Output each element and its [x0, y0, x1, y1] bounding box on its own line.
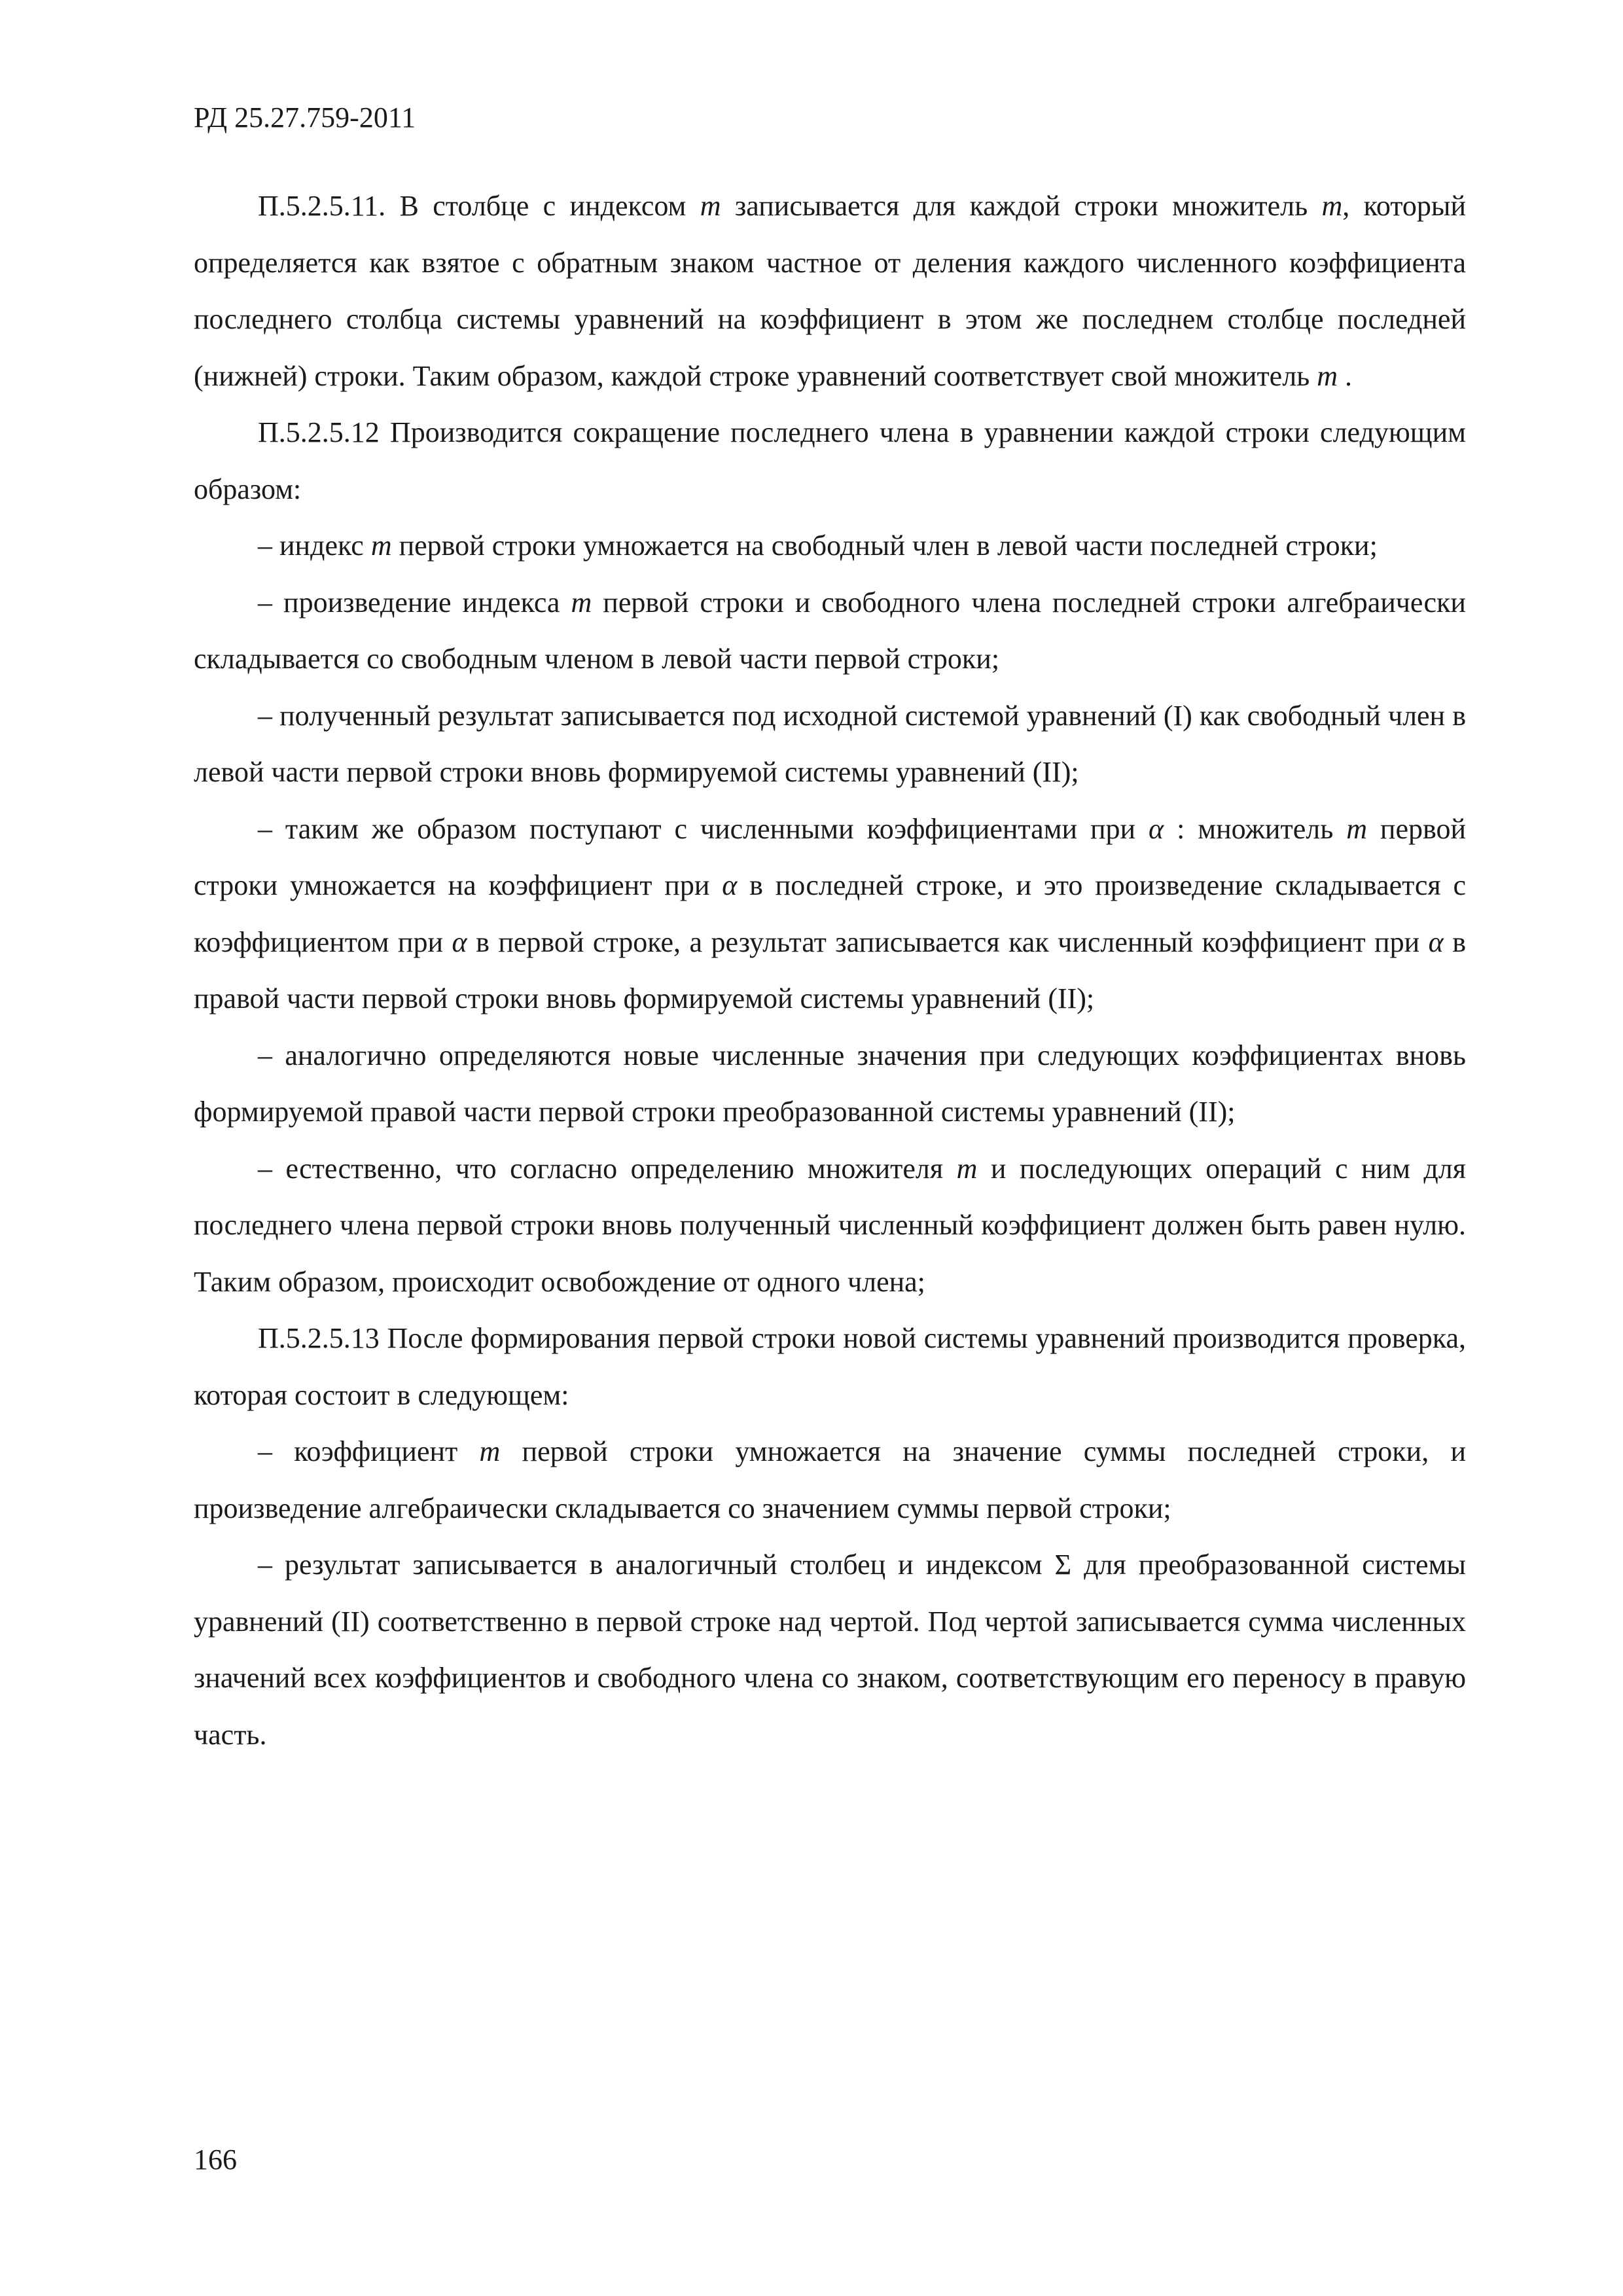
paragraph-text: – результат записывается в аналогичный столбец и индексом — [258, 1549, 1055, 1581]
paragraph-text: в первой строке, а результат записывается как численный коэффициент при — [467, 925, 1429, 958]
paragraph-text: – естественно, что согласно определению множителя — [258, 1152, 957, 1185]
paragraph — [194, 518, 1466, 575]
paragraph-text: первой строки умножается на коэффициент при — [194, 812, 1466, 901]
math-symbol-alpha: α — [722, 869, 738, 901]
page-number: 166 — [194, 2144, 237, 2176]
paragraph-text: – произведение индекса — [258, 586, 571, 619]
math-symbol-m: m — [1321, 190, 1343, 222]
paragraph-text: в правой части первой строки вновь формируемой системы уравнений (II); — [194, 925, 1466, 1014]
math-symbol-m: m — [1346, 812, 1367, 845]
paragraph-text: – полученный результат записывается под исходной системой уравнений (I) как свободный член в левой части первой строки вновь формируемой системы уравнений (II); — [194, 699, 1466, 788]
paragraph — [194, 1424, 1466, 1537]
paragraph — [194, 1310, 1466, 1424]
paragraph-text: – коэффициент — [258, 1435, 480, 1467]
paragraph — [194, 404, 1466, 518]
paragraph — [194, 1537, 1466, 1763]
math-symbol-m: m — [571, 586, 592, 619]
paragraph-text: – таким же образом поступают с численными коэффициентами при — [258, 812, 1149, 845]
math-symbol-alpha: α — [1428, 925, 1444, 958]
paragraph — [194, 688, 1466, 801]
paragraph-text: для преобразованной системы уравнений (II) соответственно в первой строке над чертой. Под чертой записывается сумма численных значений всех коэффициентов и свободного члена со знаком, соответствующим его переносу в правую часть. — [194, 1549, 1466, 1751]
math-symbol-m: m — [479, 1435, 501, 1467]
paragraph — [194, 1028, 1466, 1141]
paragraph-text: П.5.2.5.12 Производится сокращение последнего члена в уравнении каждой строки следующим образом: — [194, 416, 1466, 505]
math-symbol-m: m — [956, 1152, 978, 1185]
paragraph — [194, 575, 1466, 688]
paragraph-text: . — [1338, 359, 1353, 392]
paragraph-text: записывается для каждой строки множитель — [721, 190, 1322, 222]
paragraph-text: П.5.2.5.11. В столбце с индексом — [258, 190, 700, 222]
math-symbol-m: m — [370, 529, 392, 562]
paragraph-text: – индекс — [258, 529, 371, 562]
paragraph — [194, 178, 1466, 404]
paragraph-text: : множитель — [1164, 812, 1347, 845]
paragraph-text: в последней строке, и это произведение складывается с коэффициентом при — [194, 869, 1467, 958]
paragraph-text: , который определяется как взятое с обратным знаком частное от деления каждого численного коэффициента последнего столбца системы уравнений на коэффициент в этом же последнем столбце последней (нижней) строки. Таким образом, каждой строке уравнений соответствует свой множитель — [194, 190, 1466, 392]
paragraph-text: и последующих операций с ним для последнего члена первой строки вновь полученный численный коэффициент должен быть равен нулю. Таким образом, происходит освобождение от одного члена; — [194, 1152, 1466, 1298]
math-symbol-m: m — [1317, 359, 1338, 392]
math-symbol-sigma: Σ — [1054, 1549, 1072, 1581]
math-symbol-m: m — [700, 190, 721, 222]
paragraph-text: П.5.2.5.13 После формирования первой строки новой системы уравнений производится проверка, которая состоит в следующем: — [194, 1322, 1466, 1411]
math-symbol-alpha: α — [452, 925, 467, 958]
paragraph-text: первой строки и свободного члена последней строки алгебраически складывается со свободным членом в левой части первой строки; — [194, 586, 1466, 675]
math-symbol-alpha: α — [1149, 812, 1164, 845]
document-code-header: РД 25.27.759-2011 — [194, 101, 416, 134]
paragraph — [194, 1141, 1466, 1311]
paragraph — [194, 801, 1466, 1028]
paragraph-text: первой строки умножается на свободный член в левой части последней строки; — [391, 529, 1378, 562]
document-body — [194, 178, 1466, 1763]
paragraph-text: первой строки умножается на значение суммы последней строки, и произведение алгебраически складывается со значением суммы первой строки; — [194, 1435, 1466, 1524]
paragraph-text: – аналогично определяются новые численные значения при следующих коэффициентах вновь формируемой правой части первой строки преобразованной системы уравнений (II); — [194, 1039, 1466, 1128]
